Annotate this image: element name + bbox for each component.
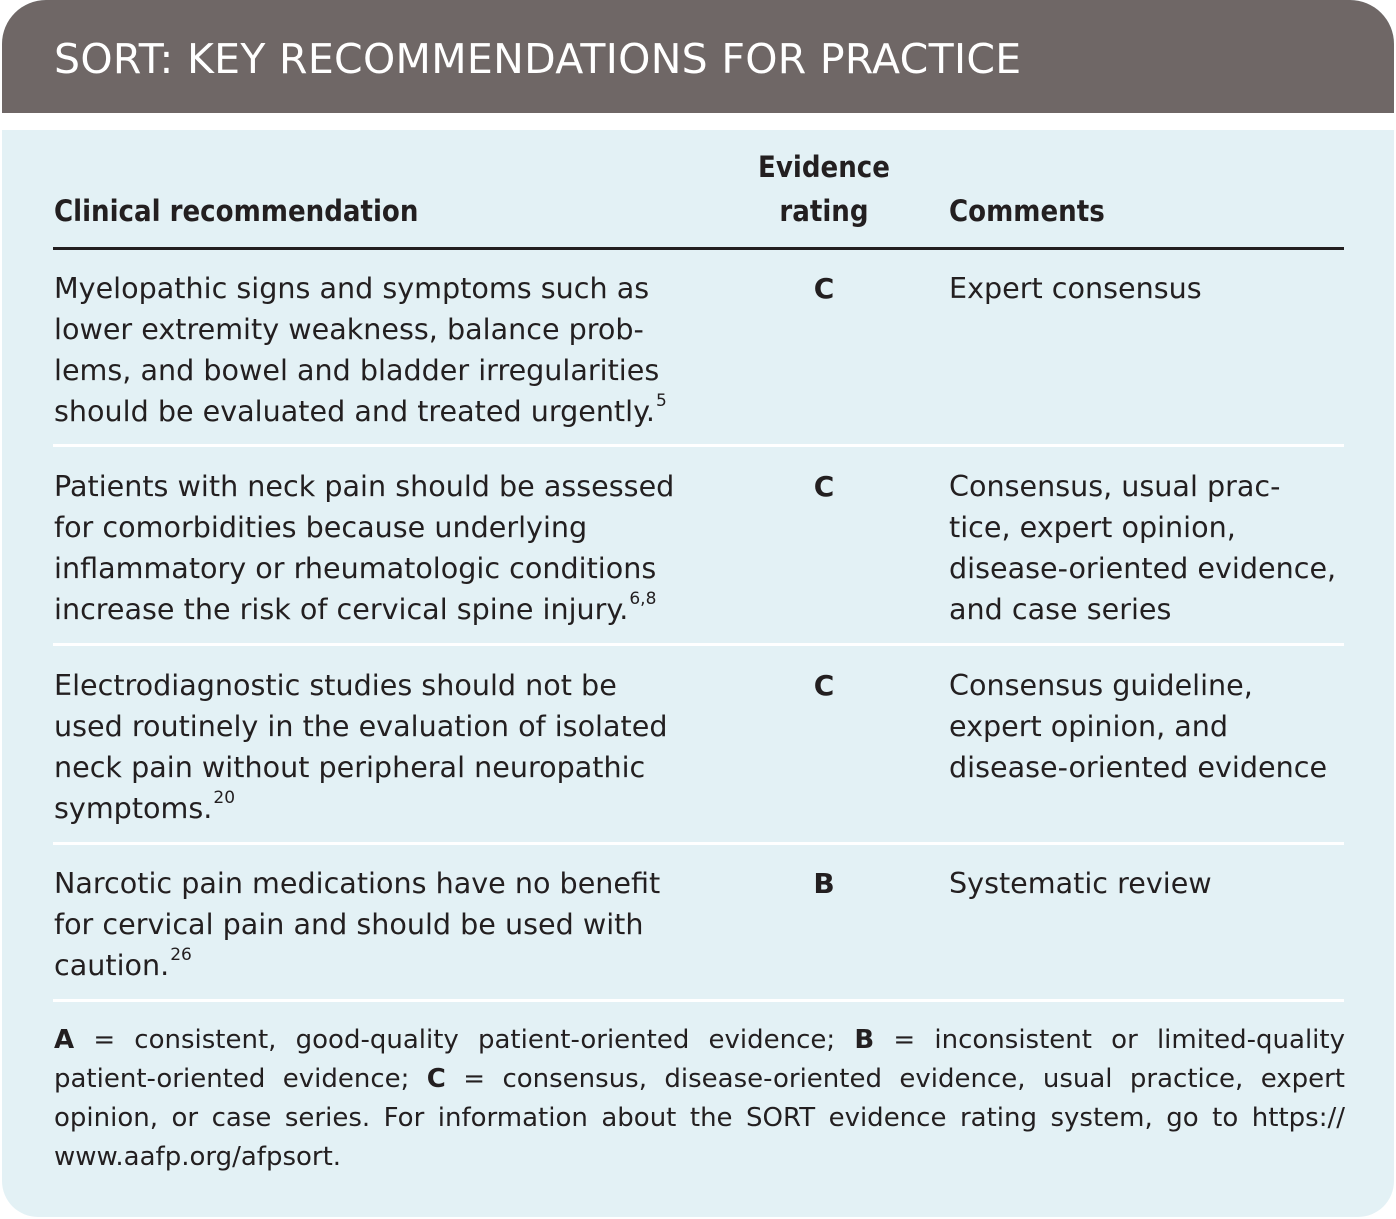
table-title: SORT: KEY RECOMMENDATIONS FOR PRACTICE: [54, 35, 1022, 83]
column-header-recommendation: Clinical recommendation: [54, 194, 419, 228]
row-divider: [53, 444, 1344, 447]
comments-cell: Consensus, usual prac- tice, expert opinion, disease-oriented evidence, and case series: [949, 469, 1337, 626]
header-separator: [2, 113, 1394, 130]
comments-cell: Expert consensus: [949, 271, 1202, 305]
header-rule: [53, 247, 1344, 250]
table-header-bar: [2, 0, 1394, 113]
row-divider: [53, 643, 1344, 646]
evidence-rating: B: [813, 867, 835, 900]
recommendation-cell: Electrodiagnostic studies should not be used routinely in the evaluation of isolated neck pain without peripheral neuropathic symptoms.$^{20}$: [54, 668, 668, 825]
row-divider: [53, 842, 1344, 845]
reference-number: 26: [170, 945, 192, 966]
evidence-legend: A = consistent, good-quality patient-oriented evidence; B = inconsistent or limited-quality patient-oriented evidence; C = consensus, disease-oriented evidence, usual practice, expert opinion, or case series. For information about the SORT evidence rating system, go to https:// www.aafp.org/afpsort.: [54, 1021, 1345, 1177]
column-header-comments: Comments: [949, 194, 1105, 228]
sort-link: www.aafp.org/afpsort.: [54, 1142, 342, 1172]
sort-table-card: [2, 0, 1394, 1217]
evidence-rating: C: [813, 470, 835, 503]
recommendation-cell: Narcotic pain medications have no benefit for cervical pain and should be used with caution.$^{26}$: [54, 866, 661, 982]
evidence-rating: C: [813, 669, 835, 702]
column-header-rating-line1: Evidence: [758, 150, 890, 184]
evidence-rating: C: [813, 272, 835, 305]
comments-cell: Consensus guideline, expert opinion, and disease-oriented evidence: [949, 668, 1328, 784]
column-header-rating-line2: rating: [779, 194, 869, 228]
reference-number: 5: [656, 391, 667, 412]
recommendation-cell: Patients with neck pain should be assessed for comorbidities because underlying inflammatory or rheumatologic conditions increase the risk of cervical spine injury.$^{6,8}$: [54, 469, 675, 626]
row-divider: [53, 999, 1344, 1002]
recommendation-cell: Myelopathic signs and symptoms such as lower extremity weakness, balance prob- lems, and bowel and bladder irregularities should be evaluated and treated urgently.$^5$: [54, 271, 667, 428]
reference-number: 6,8: [629, 589, 657, 610]
comments-cell: Systematic review: [949, 866, 1212, 900]
reference-number: 20: [213, 788, 236, 809]
